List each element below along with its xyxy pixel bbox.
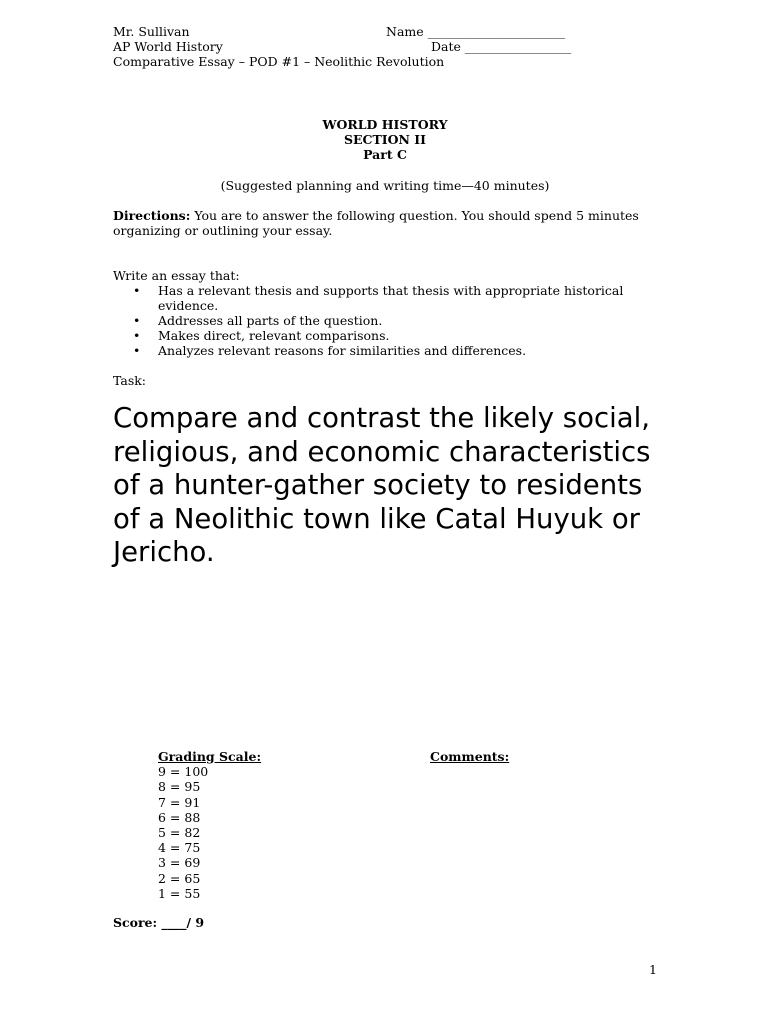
grading-row: 3 = 69 bbox=[158, 855, 201, 871]
requirement-text: Makes direct, relevant comparisons. bbox=[158, 328, 390, 343]
grading-row: 5 = 82 bbox=[158, 824, 201, 840]
grading-row: 4 = 75 bbox=[158, 840, 201, 856]
grading-scale bbox=[158, 749, 261, 901]
title-world-history: WORLD HISTORY bbox=[322, 117, 448, 132]
name-field: Name ______________________ bbox=[386, 24, 566, 39]
directions-label: Directions: bbox=[113, 208, 191, 223]
list-item bbox=[113, 313, 673, 328]
directions bbox=[113, 208, 673, 238]
grading-row: 2 = 65 bbox=[158, 870, 201, 886]
list-item bbox=[113, 343, 673, 358]
bullet-icon: • bbox=[133, 328, 141, 343]
grading-row: 9 = 100 bbox=[158, 764, 209, 780]
grading-row: 8 = 95 bbox=[158, 779, 201, 795]
grading-row: 7 = 91 bbox=[158, 794, 201, 810]
requirements-list bbox=[113, 283, 673, 358]
timing-note: (Suggested planning and writing time—40 minutes) bbox=[220, 178, 550, 193]
date-field: Date _________________ bbox=[431, 39, 572, 54]
page-number: 1 bbox=[649, 962, 657, 977]
title-section: SECTION II bbox=[343, 132, 426, 147]
course-name: AP World History bbox=[113, 39, 223, 54]
list-item bbox=[113, 328, 673, 343]
assignment-title: Comparative Essay – POD #1 – Neolithic Revolution bbox=[113, 54, 445, 69]
teacher-name: Mr. Sullivan bbox=[113, 24, 190, 39]
bullet-icon: • bbox=[133, 313, 141, 328]
grading-row: 1 = 55 bbox=[158, 885, 201, 901]
directions-text: You are to answer the following question. You should spend 5 minutes organizing or outlining your essay. bbox=[113, 208, 639, 238]
score-line: Score: ____/ 9 bbox=[113, 915, 205, 930]
bullet-icon: • bbox=[133, 283, 141, 298]
comments-label: Comments: bbox=[430, 749, 510, 764]
essay-intro: Write an essay that: bbox=[113, 268, 240, 283]
list-item bbox=[113, 283, 673, 313]
bullet-icon: • bbox=[133, 343, 141, 358]
task-label: Task: bbox=[113, 373, 147, 388]
requirement-text: Has a relevant thesis and supports that thesis with appropriate historical evidence. bbox=[158, 283, 624, 313]
section-titles bbox=[113, 117, 657, 162]
task-prompt: Compare and contrast the likely social, religious, and economic characteristics of a hunter-gather society to residents of a Neolithic town like Catal Huyuk or Jericho. bbox=[113, 402, 651, 569]
title-part: Part C bbox=[363, 147, 407, 162]
requirement-text: Analyzes relevant reasons for similarities and differences. bbox=[158, 343, 527, 358]
grading-row: 6 = 88 bbox=[158, 809, 201, 825]
grading-scale-title: Grading Scale: bbox=[158, 749, 262, 764]
requirement-text: Addresses all parts of the question. bbox=[158, 313, 383, 328]
